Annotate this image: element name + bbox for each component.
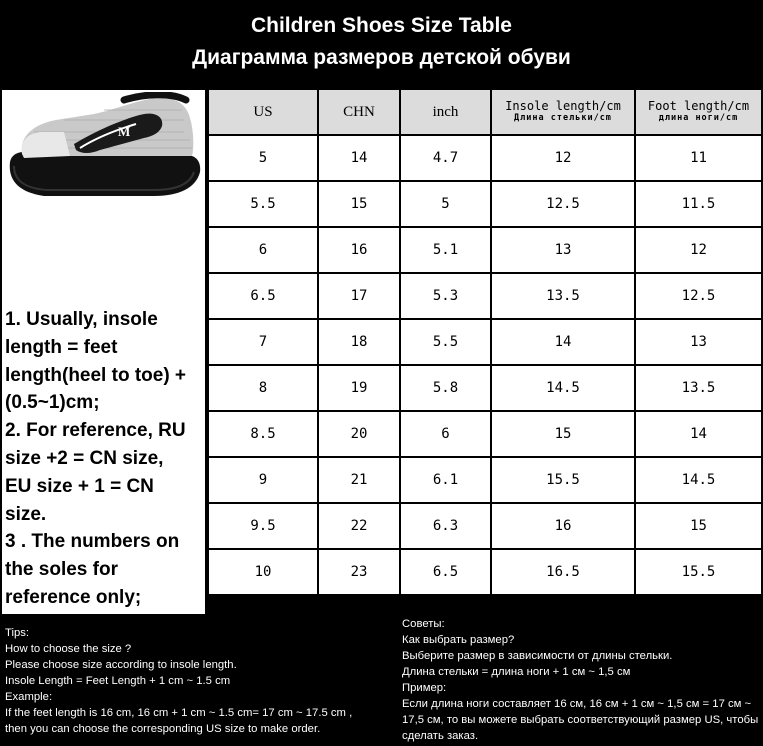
cell-us: 8.5 xyxy=(208,411,318,457)
cell-inch: 5 xyxy=(400,181,491,227)
cell-us: 5.5 xyxy=(208,181,318,227)
note-line: size +2 = CN size, xyxy=(5,447,164,469)
table-row xyxy=(208,181,762,227)
svg-text:M: M xyxy=(118,124,131,139)
cell-inch: 4.7 xyxy=(400,135,491,181)
cell-foot-length: 15.5 xyxy=(635,549,762,595)
header-inch: inch xyxy=(400,89,491,135)
cell-insole-length: 12 xyxy=(491,135,635,181)
note-line: the soles for xyxy=(5,559,118,581)
tip-line: Как выбрать размер? xyxy=(402,634,515,646)
note-line: reference only; xyxy=(5,586,142,608)
page-title: Children Shoes Size Table xyxy=(250,14,512,37)
note-line: length = feet xyxy=(5,336,118,358)
tip-line: Tips: xyxy=(5,627,30,639)
tip-line: Please choose size according to insole length. xyxy=(5,659,237,671)
cell-foot-length: 13.5 xyxy=(635,365,762,411)
cell-foot-length: 14.5 xyxy=(635,457,762,503)
cell-foot-length: 11 xyxy=(635,135,762,181)
header-insole-length: Insole length/cm Длина стельки/cm xyxy=(491,89,635,135)
table-row xyxy=(208,319,762,365)
cell-insole-length: 16 xyxy=(491,503,635,549)
cell-chn: 19 xyxy=(318,365,400,411)
note-line: size. xyxy=(5,503,47,525)
cell-inch: 6.5 xyxy=(400,549,491,595)
cell-us: 10 xyxy=(208,549,318,595)
tip-line: Выберите размер в зависимости от длины стельки. xyxy=(402,650,673,662)
cell-foot-length: 13 xyxy=(635,319,762,365)
tip-line: then you can choose the corresponding US size to make order. xyxy=(5,723,321,735)
cell-insole-length: 15.5 xyxy=(491,457,635,503)
cell-chn: 14 xyxy=(318,135,400,181)
tip-line: How to choose the size ? xyxy=(5,643,132,655)
table-row xyxy=(208,457,762,503)
size-table xyxy=(207,88,763,596)
note-line: EU size + 1 = CN xyxy=(5,475,154,497)
cell-inch: 6.1 xyxy=(400,457,491,503)
cell-foot-length: 11.5 xyxy=(635,181,762,227)
cell-insole-length: 14 xyxy=(491,319,635,365)
tip-line: If the feet length is 16 cm, 16 cm + 1 cm ~ 1.5 cm= 17 cm ~ 17.5 cm , xyxy=(5,707,353,719)
cell-chn: 18 xyxy=(318,319,400,365)
tip-line: Длина стельки = длина ноги + 1 см ~ 1,5 см xyxy=(402,666,631,678)
shoe-image xyxy=(4,92,204,212)
cell-chn: 22 xyxy=(318,503,400,549)
cell-us: 6 xyxy=(208,227,318,273)
cell-foot-length: 14 xyxy=(635,411,762,457)
cell-us: 5 xyxy=(208,135,318,181)
cell-chn: 20 xyxy=(318,411,400,457)
left-panel xyxy=(2,90,205,614)
cell-insole-length: 13.5 xyxy=(491,273,635,319)
table-row xyxy=(208,549,762,595)
cell-insole-length: 12.5 xyxy=(491,181,635,227)
cell-chn: 23 xyxy=(318,549,400,595)
cell-foot-length: 12.5 xyxy=(635,273,762,319)
header-us: US xyxy=(208,89,318,135)
cell-inch: 6.3 xyxy=(400,503,491,549)
cell-insole-length: 14.5 xyxy=(491,365,635,411)
tip-line: Если длина ноги составляет 16 см, 16 см + 1 см ~ 1,5 см = 17 см ~ 17,5 см, то вы можете выбрать соответствующий размер US, чтобы сделать заказ. xyxy=(402,698,759,742)
table-row xyxy=(208,227,762,273)
cell-us: 9 xyxy=(208,457,318,503)
cell-foot-length: 12 xyxy=(635,227,762,273)
tips-russian xyxy=(402,616,760,744)
cell-inch: 6 xyxy=(400,411,491,457)
table-row xyxy=(208,503,762,549)
table-row xyxy=(208,273,762,319)
header-chn: CHN xyxy=(318,89,400,135)
tips-section xyxy=(0,616,763,746)
cell-foot-length: 15 xyxy=(635,503,762,549)
table-header-row xyxy=(208,89,762,135)
cell-chn: 17 xyxy=(318,273,400,319)
table-row xyxy=(208,411,762,457)
cell-insole-length: 13 xyxy=(491,227,635,273)
table-row xyxy=(208,365,762,411)
cell-insole-length: 15 xyxy=(491,411,635,457)
header-foot-length: Foot length/cm длина ноги/cm xyxy=(635,89,762,135)
page-title-russian: Диаграмма размеров детской обуви xyxy=(192,46,571,69)
notes xyxy=(5,306,205,612)
cell-insole-length: 16.5 xyxy=(491,549,635,595)
note-line: 1. Usually, insole xyxy=(5,309,158,330)
cell-inch: 5.1 xyxy=(400,227,491,273)
tip-line: Example: xyxy=(5,691,53,703)
cell-inch: 5.8 xyxy=(400,365,491,411)
cell-us: 7 xyxy=(208,319,318,365)
note-line: 2. For reference, RU xyxy=(5,420,186,442)
tip-line: Пример: xyxy=(402,682,447,694)
cell-chn: 15 xyxy=(318,181,400,227)
cell-us: 6.5 xyxy=(208,273,318,319)
note-line: (0.5~1)cm; xyxy=(5,392,100,414)
title-bar xyxy=(0,0,763,88)
table-row xyxy=(208,135,762,181)
note-line: 3 . The numbers on xyxy=(5,531,180,553)
cell-chn: 16 xyxy=(318,227,400,273)
tip-line: Insole Length = Feet Length + 1 cm ~ 1.5 cm xyxy=(5,675,231,687)
tips-english xyxy=(5,625,395,737)
tip-line: Советы: xyxy=(402,618,445,630)
note-line: length(heel to toe) + xyxy=(5,364,187,386)
cell-inch: 5.5 xyxy=(400,319,491,365)
cell-us: 9.5 xyxy=(208,503,318,549)
cell-us: 8 xyxy=(208,365,318,411)
cell-inch: 5.3 xyxy=(400,273,491,319)
cell-chn: 21 xyxy=(318,457,400,503)
